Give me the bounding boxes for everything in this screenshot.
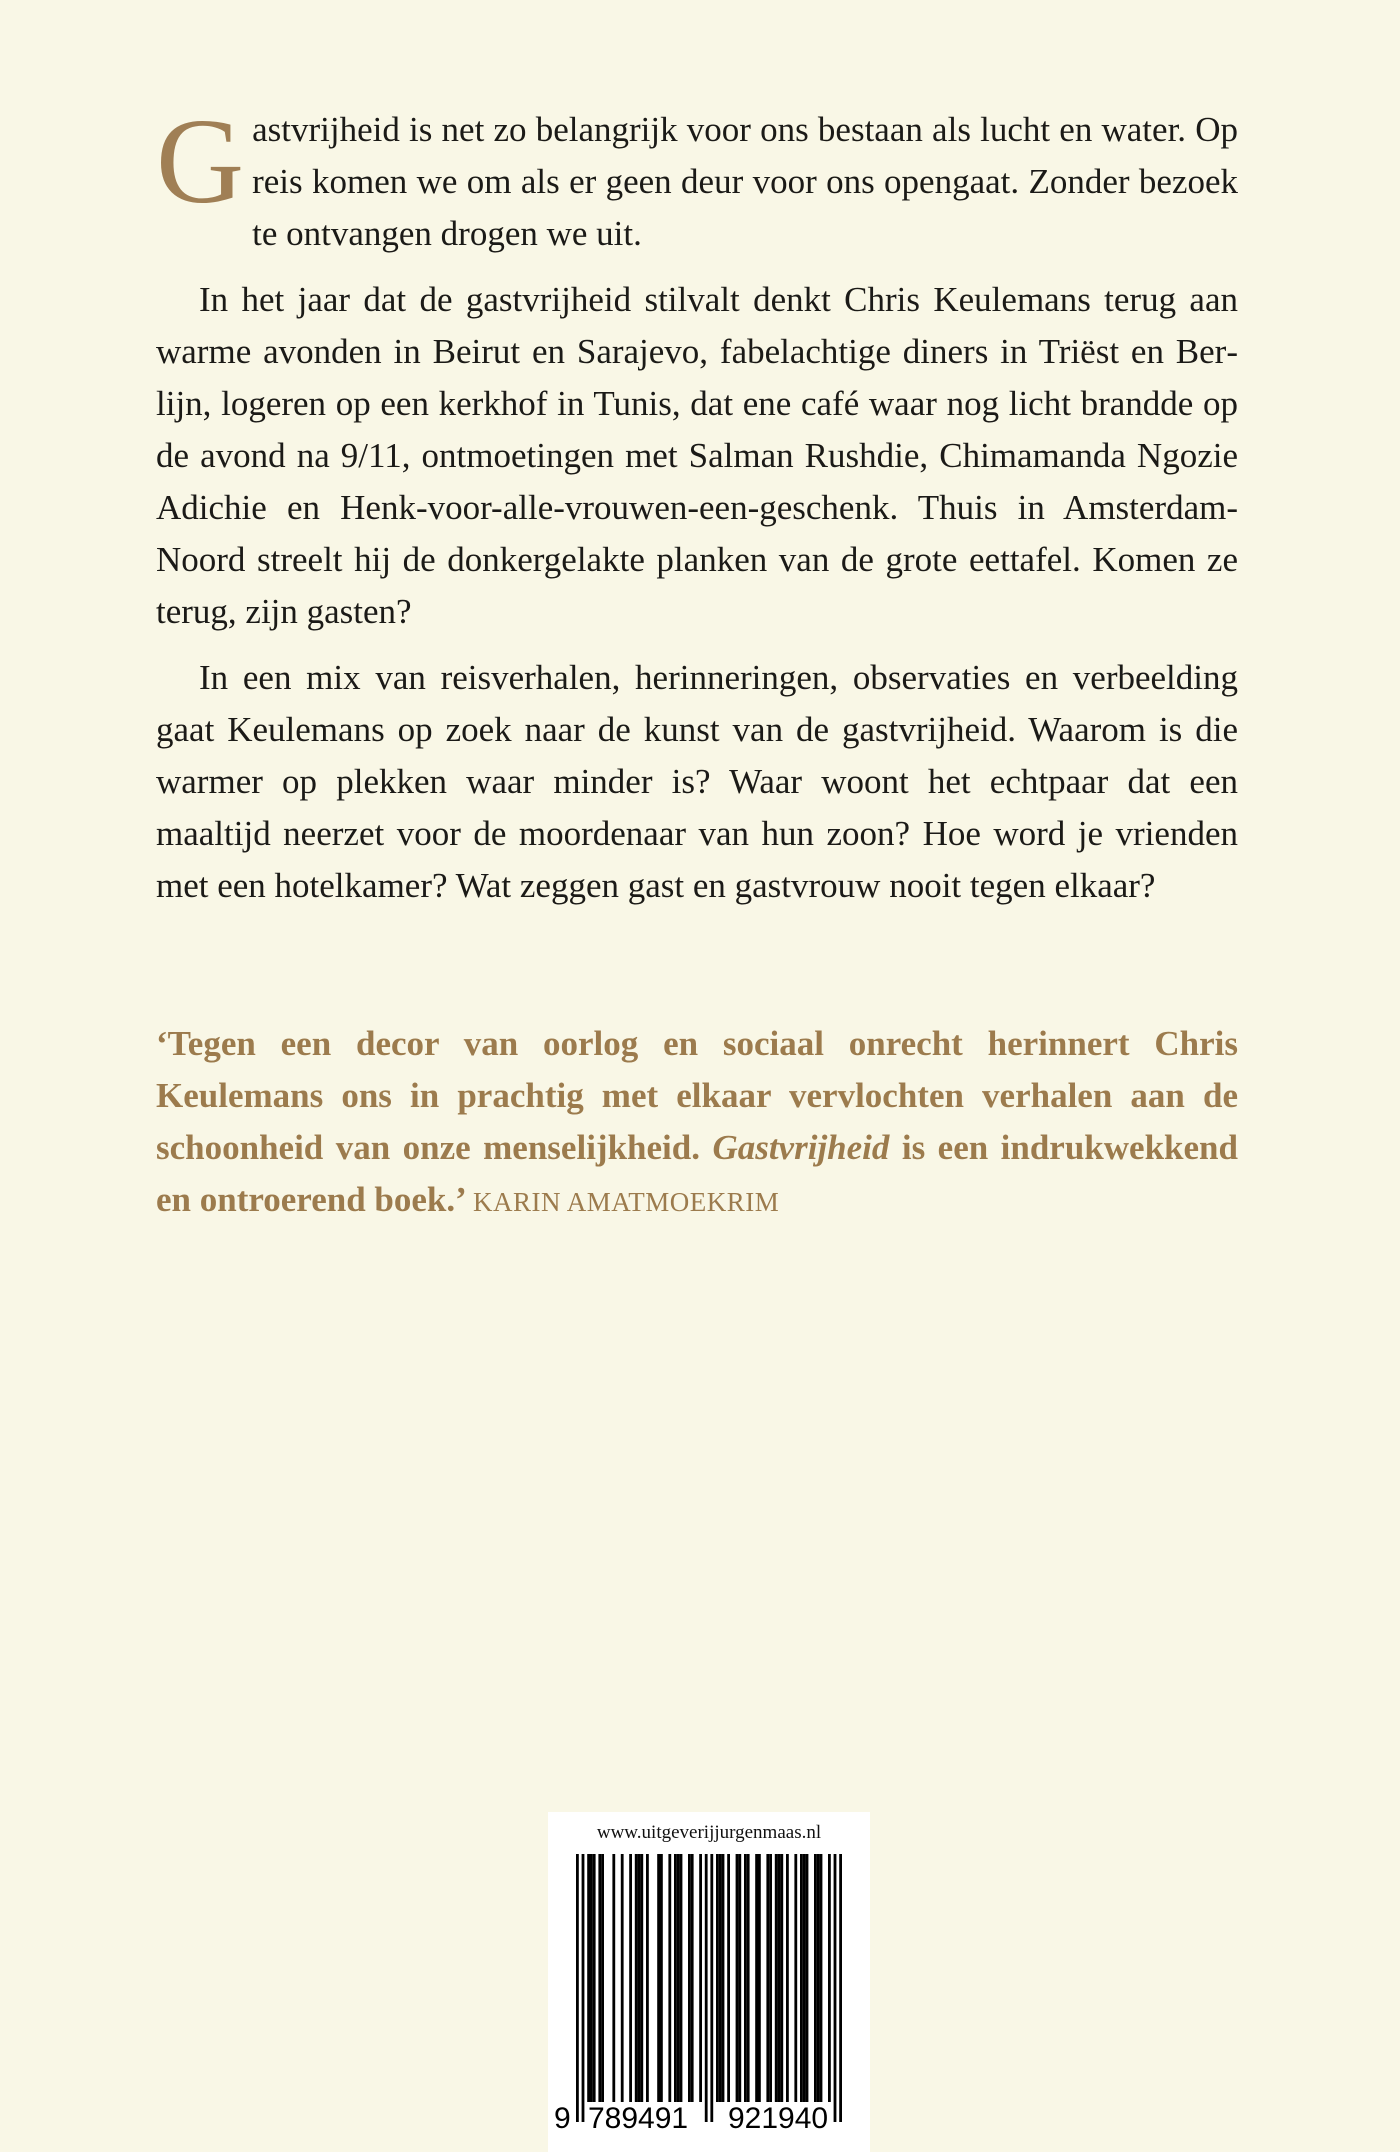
review-quote — [156, 1018, 1238, 1228]
barcode-bar — [736, 1854, 739, 2102]
blurb-paragraph-1 — [156, 94, 1238, 260]
barcode-bar — [601, 1854, 604, 2102]
isbn-barcode — [548, 1812, 870, 2152]
barcode-bar — [800, 1854, 803, 2102]
barcode-guard-bar — [834, 1854, 837, 2122]
barcode-bar — [612, 1854, 615, 2102]
barcode-bar — [668, 1854, 671, 2102]
barcode-bar — [590, 1854, 593, 2102]
barcode-bar — [744, 1854, 747, 2102]
barcode-bar — [660, 1854, 663, 2102]
quote-book-title: Gastvrijheid — [712, 1128, 890, 1167]
barcode-bar — [722, 1854, 725, 2102]
barcode-panel — [548, 1812, 870, 2152]
barcode-guard-bar — [582, 1854, 585, 2122]
barcode-bar — [688, 1854, 691, 2102]
barcode-bar — [786, 1854, 789, 2102]
barcode-bar — [677, 1854, 680, 2102]
blurb-paragraph-2: In het jaar dat de gastvrijheid stilvalt denkt Chris Keulemans terug aan warme avonden in Beirut en Sarajevo, fabelachtige diners in Triëst en Berlijn, logeren op een kerkhof in Tunis, dat ene café waar nog licht brandde op de avond na 9/11, ontmoetingen met Salman Rushdie, Chimamanda Ngozie Adichie en Henk-voor-alle-vrouwen-een-geschenk. Thuis in Amsterdam-Noord streelt hij de donkergelakte planken van de grote eettafel. Komen ze terug, zijn gasten? — [156, 280, 1238, 631]
barcode-bar — [716, 1854, 719, 2102]
publisher-url: www.uitgeverijjurgenmaas.nl — [596, 1822, 822, 1843]
barcode-guard-bar — [705, 1854, 708, 2122]
barcode-bar — [593, 1854, 596, 2102]
barcode-digits — [548, 2102, 870, 2136]
barcode-bar — [794, 1854, 797, 2102]
barcode-bar — [780, 1854, 783, 2102]
blurb-paragraph-1-text: astvrijheid is net zo belangrijk voor ons bestaan als lucht en water. Op reis komen we om als er geen deur voor ons opengaat. Zonder bezoek te ontvangen drogen we uit. — [252, 110, 1238, 253]
blurb-text — [156, 94, 1238, 926]
drop-cap: G — [156, 94, 245, 229]
barcode-bar — [719, 1854, 722, 2102]
barcode-bar — [755, 1854, 758, 2102]
barcode-digit-first: 9 — [554, 2102, 571, 2135]
quote-attribution: KARIN AMATMOEKRIM — [472, 1187, 780, 1217]
barcode-bar — [638, 1854, 641, 2102]
barcode-bar — [680, 1854, 683, 2102]
barcode-bar — [640, 1854, 643, 2102]
barcode-bar — [803, 1854, 806, 2102]
barcode-bar — [769, 1854, 772, 2102]
barcode-bar — [629, 1854, 632, 2102]
barcode-bar — [727, 1854, 730, 2102]
barcode-bar — [738, 1854, 741, 2102]
barcode-bar — [817, 1854, 820, 2102]
barcode-bar — [674, 1854, 677, 2102]
barcode-bar — [646, 1854, 649, 2102]
barcode-bar — [587, 1854, 590, 2102]
barcode-bar — [778, 1854, 781, 2102]
barcode-bar — [775, 1854, 778, 2102]
quote-text-1: ‘Tegen een decor van oorlog en sociaal onrecht herinnert Chris Keulemans ons in prachtig met elkaar vervlochten verhalen aan de schoonheid van onze menselijkheid. — [156, 1024, 1238, 1167]
barcode-bar — [621, 1854, 624, 2102]
barcode-bar — [657, 1854, 660, 2102]
barcode-bar — [766, 1854, 769, 2102]
barcode-digits-left: 789491 — [588, 2102, 689, 2135]
barcode-guard-bar — [576, 1854, 579, 2122]
barcode-guard-bar — [839, 1854, 842, 2122]
barcode-bar — [820, 1854, 823, 2102]
barcode-digits-right: 921940 — [728, 2102, 829, 2135]
blurb-paragraph-3: In een mix van reisverhalen, herinneringen, observaties en verbeelding gaat Keulemans op zoek naar de kunst van de gastvrijheid. Waarom is die warmer op plekken waar minder is? Waar woont het echtpaar dat een maaltijd neerzet voor de moordenaar van hun zoon? Hoe word je vrienden met een hotelkamer? Wat zeggen gast en gastvrouw nooit tegen elkaar? — [156, 658, 1238, 905]
barcode-bar — [598, 1854, 601, 2102]
barcode-guard-bar — [710, 1854, 713, 2122]
barcode-bar — [691, 1854, 694, 2102]
barcode-bar — [747, 1854, 750, 2102]
barcode-bar — [814, 1854, 817, 2102]
barcode-bar — [806, 1854, 809, 2102]
barcode-bar — [699, 1854, 702, 2102]
barcode-bar — [828, 1854, 831, 2102]
quote-text-2: is een indrukwekkend en ontroerend boek.’ — [156, 1128, 1238, 1219]
barcode-bar — [635, 1854, 638, 2102]
barcode-bar — [758, 1854, 761, 2102]
